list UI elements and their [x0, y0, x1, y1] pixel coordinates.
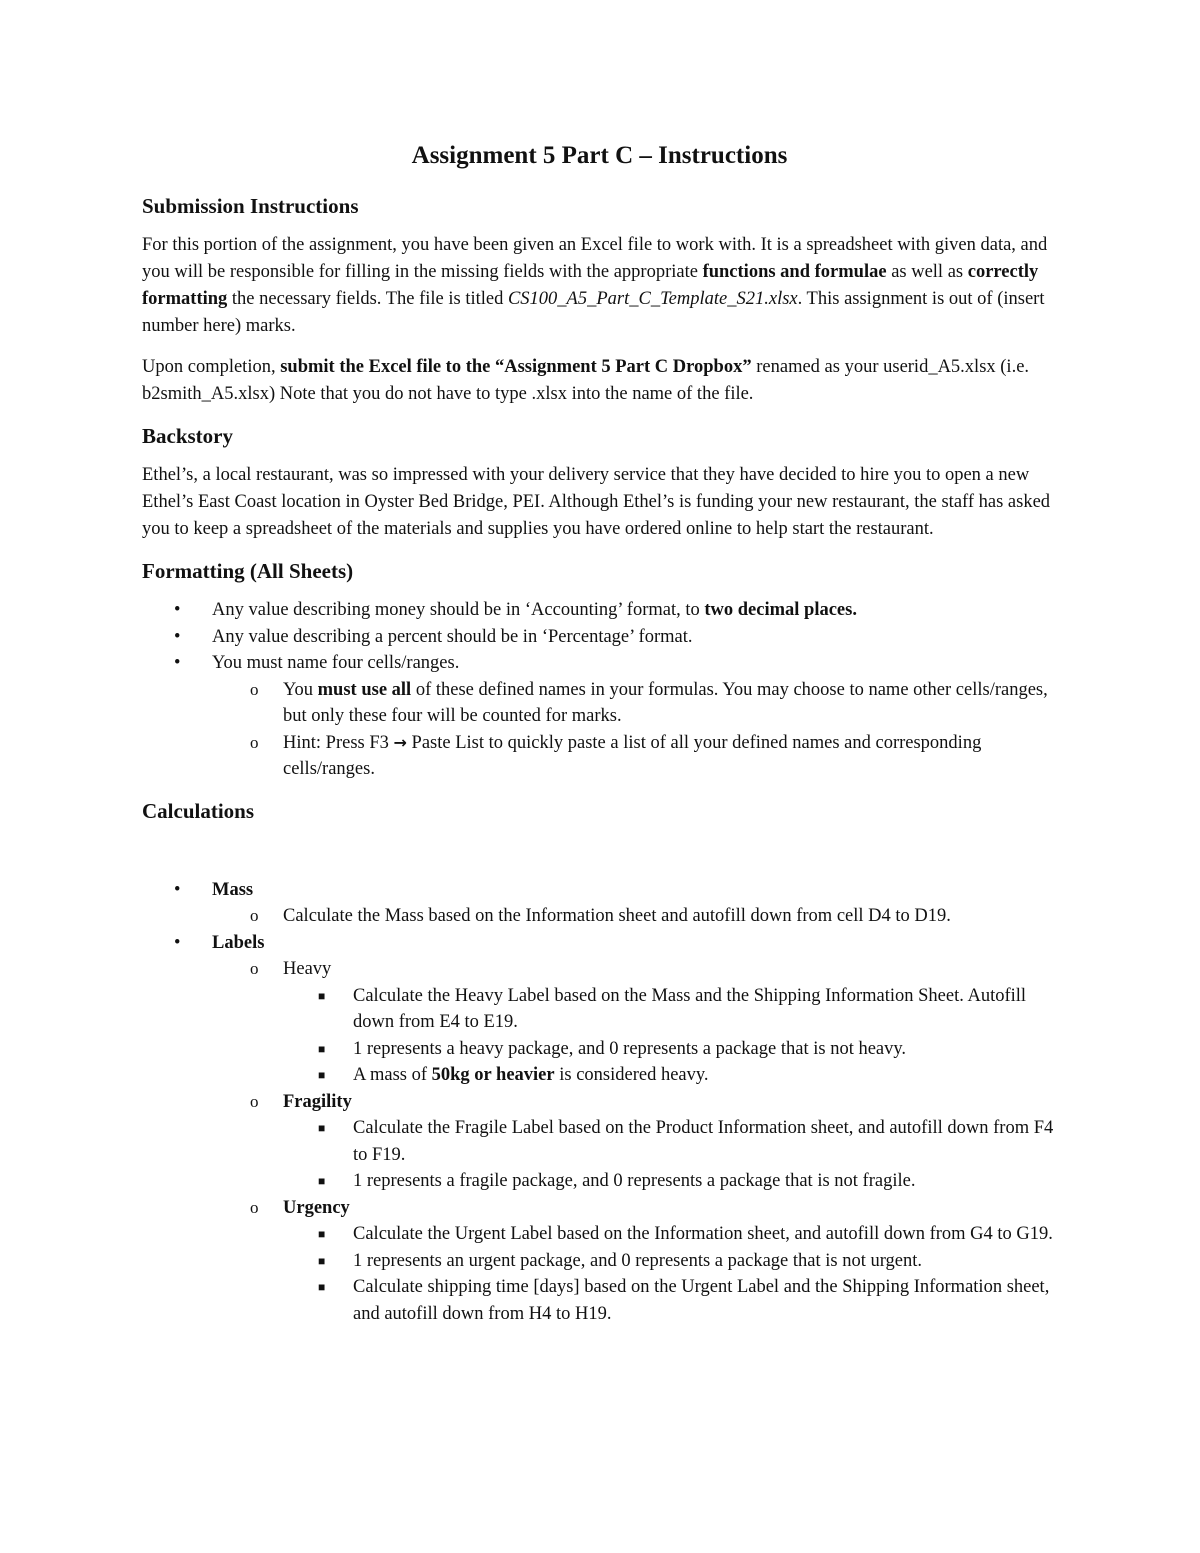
calculations-list — [142, 877, 1057, 1328]
submission-paragraph-2: Upon completion, submit the Excel file to the “Assignment 5 Part C Dropbox” renamed as your userid_A5.xlsx (i.e. b2smith_A5.xlsx) Note that you do not have to type .xlsx into the name of the file. — [142, 357, 1030, 404]
bullet-icon: • — [174, 600, 181, 620]
list-item: o Hint: Press F3 → Paste List to quickly paste a list of all your defined names and corresponding cells/ranges. — [142, 730, 1057, 783]
bullet-icon: • — [174, 626, 181, 647]
circle-bullet-icon: o — [250, 1197, 259, 1217]
square-bullet-icon: ■ — [318, 1041, 326, 1056]
square-bullet-icon: ■ — [318, 1174, 326, 1188]
right-arrow-icon: → — [393, 732, 407, 752]
circle-bullet-icon: o — [250, 1091, 259, 1111]
document-title: Assignment 5 Part C – Instructions — [411, 142, 788, 169]
backstory-paragraph: Ethel’s, a local restaurant, was so impressed with your delivery service that they have decided to hire you to open a new Ethel’s East Coast location in Oyster Bed Bridge, PEI. Although Ethel’s is funding your new restaurant, the staff has asked you to keep a spreadsheet of the materials and supplies you have ordered online to help start the restaurant. — [142, 465, 1051, 539]
square-bullet-icon: ■ — [318, 988, 326, 1003]
square-bullet-icon: ■ — [318, 1280, 326, 1294]
list-item: o Urgency — [142, 1195, 1057, 1222]
list-item: • Labels — [142, 930, 1057, 957]
list-item: o Calculate the Mass based on the Information sheet and autofill down from cell D4 to D19. — [142, 903, 1057, 930]
bullet-icon: • — [174, 879, 181, 900]
circle-bullet-icon: o — [250, 906, 259, 925]
list-item: ■ 1 represents a heavy package, and 0 represents a package that is not heavy. — [142, 1036, 1057, 1063]
formatting-list — [142, 597, 1057, 783]
calculations-heading: Calculations — [142, 798, 255, 823]
list-item: • You must name four cells/ranges. — [142, 650, 1057, 677]
list-item: • Any value describing money should be in ‘Accounting’ format, to two decimal places. — [142, 597, 1057, 624]
circle-bullet-icon: o — [250, 732, 259, 752]
list-item: ■ Calculate the Urgent Label based on the Information sheet, and autofill down from G4 to G19. — [142, 1221, 1057, 1248]
list-item: ■ Calculate the Heavy Label based on the Mass and the Shipping Information Sheet. Autofill down from E4 to E19. — [142, 983, 1057, 1036]
backstory-heading: Backstory — [142, 424, 233, 448]
bullet-icon: • — [174, 932, 181, 953]
square-bullet-icon: ■ — [318, 1068, 326, 1082]
list-item: • Mass — [142, 877, 1057, 904]
list-item: ■ Calculate shipping time [days] based on the Urgent Label and the Shipping Information sheet, and autofill down from H4 to H19. — [142, 1274, 1057, 1327]
square-bullet-icon: ■ — [318, 1227, 326, 1241]
circle-bullet-icon: o — [250, 679, 259, 699]
document-page — [142, 136, 1057, 1327]
list-item: ■ 1 represents a fragile package, and 0 represents a package that is not fragile. — [142, 1168, 1057, 1195]
list-item: o Fragility — [142, 1089, 1057, 1116]
list-item: o You must use all of these defined names in your formulas. You may choose to name other cells/ranges, but only these four will be counted for marks. — [142, 677, 1057, 730]
template-filename: CS100_A5_Part_C_Template_S21.xlsx — [507, 289, 798, 309]
submission-paragraph-1: For this portion of the assignment, you have been given an Excel file to work with. It is a spreadsheet with given data, and you will be responsible for filling in the missing fields with the appropriate functions and formulae as well as correctly formatting the necessary fields. The file is titled CS100_A5_Part_C_Template_S21.xlsx. This assignment is out of (insert number here) marks. — [142, 235, 1048, 336]
square-bullet-icon: ■ — [318, 1121, 326, 1135]
circle-bullet-icon: o — [250, 959, 259, 978]
submission-heading: Submission Instructions — [142, 194, 359, 218]
square-bullet-icon: ■ — [318, 1253, 326, 1268]
formatting-heading: Formatting (All Sheets) — [142, 559, 354, 583]
list-item: • Any value describing a percent should be in ‘Percentage’ format. — [142, 624, 1057, 651]
list-item: ■ A mass of 50kg or heavier is considered heavy. — [142, 1062, 1057, 1089]
list-item: ■ 1 represents an urgent package, and 0 represents a package that is not urgent. — [142, 1248, 1057, 1275]
list-item: ■ Calculate the Fragile Label based on the Product Information sheet, and autofill down from F4 to F19. — [142, 1115, 1057, 1168]
bullet-icon: • — [174, 653, 181, 673]
list-item: o Heavy — [142, 956, 1057, 983]
